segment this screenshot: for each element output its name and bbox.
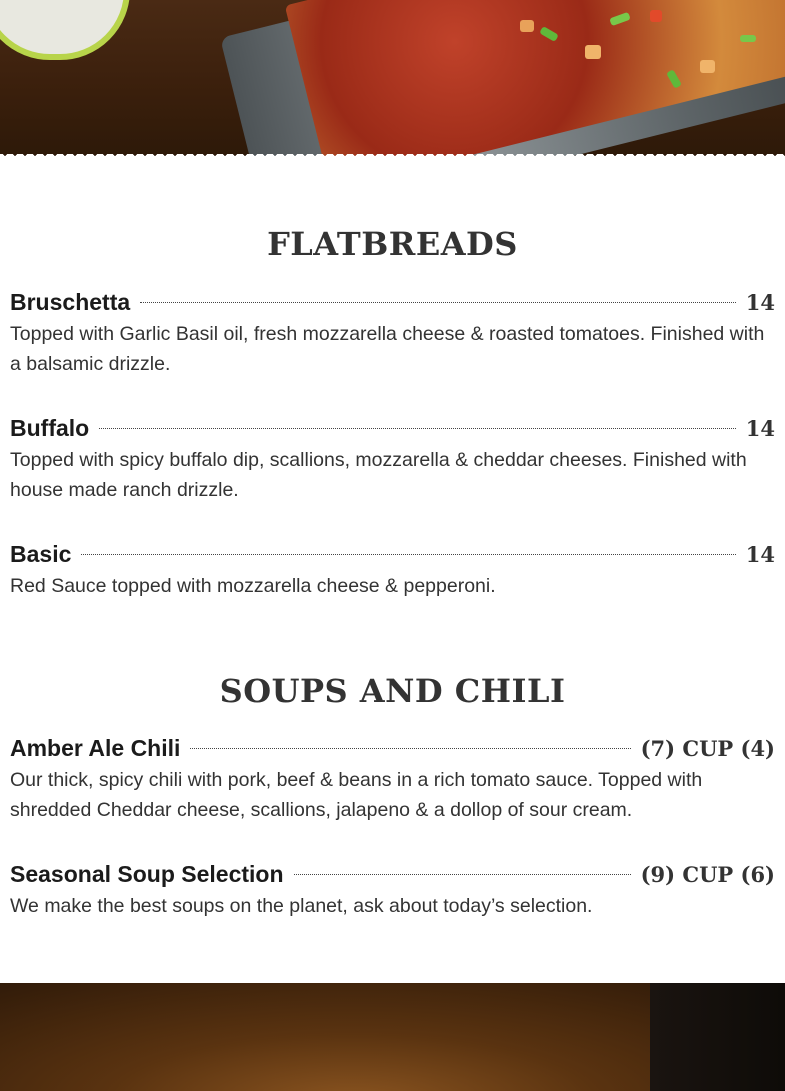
section-title-soups-and-chili: SOUPS AND CHILI [219,672,566,710]
dotted-leader [140,302,736,303]
menu-item-price: 14 [745,541,775,567]
menu-item-name: Amber Ale Chili [10,734,181,761]
menu-item-description: Our thick, spicy chili with pork, beef & beans in a rich tomato sauce. Topped with shredded Cheddar cheese, scallions, jalapeno & a dollop of sour cream. [10,769,703,821]
menu-item [10,539,775,601]
menu-item-price: 14 [745,289,775,315]
torn-edge-divider [0,154,785,168]
menu-item [10,413,775,505]
menu-item-price: (7) CUP (4) [640,735,775,761]
menu-item [10,733,775,825]
menu-item [10,287,775,379]
hero-flatbread-photo [0,0,785,168]
dotted-leader [294,874,631,875]
dotted-leader [81,554,735,555]
menu-item-price: 14 [745,415,775,441]
menu-item-name: Seasonal Soup Selection [10,860,284,887]
dotted-leader [190,748,630,749]
menu-item-name: Buffalo [10,414,90,441]
footer-bar-photo [0,983,785,1091]
menu-item-description: Topped with Garlic Basil oil, fresh mozzarella cheese & roasted tomatoes. Finished with a balsamic drizzle. [10,323,765,375]
menu-item-description: Topped with spicy buffalo dip, scallions, mozzarella & cheddar cheeses. Finished with house made ranch drizzle. [10,449,747,501]
dotted-leader [99,428,736,429]
beer-glass-image [650,983,785,1091]
menu-item-price: (9) CUP (6) [640,861,775,887]
section-title-flatbreads: FLATBREADS [267,225,518,263]
beer-can-image [0,0,130,60]
menu-item [10,859,775,921]
menu-item-name: Bruschetta [10,288,131,315]
menu-item-name: Basic [10,540,72,567]
menu-item-description: We make the best soups on the planet, ask about today’s selection. [10,895,593,917]
menu-item-description: Red Sauce topped with mozzarella cheese & pepperoni. [10,575,496,597]
